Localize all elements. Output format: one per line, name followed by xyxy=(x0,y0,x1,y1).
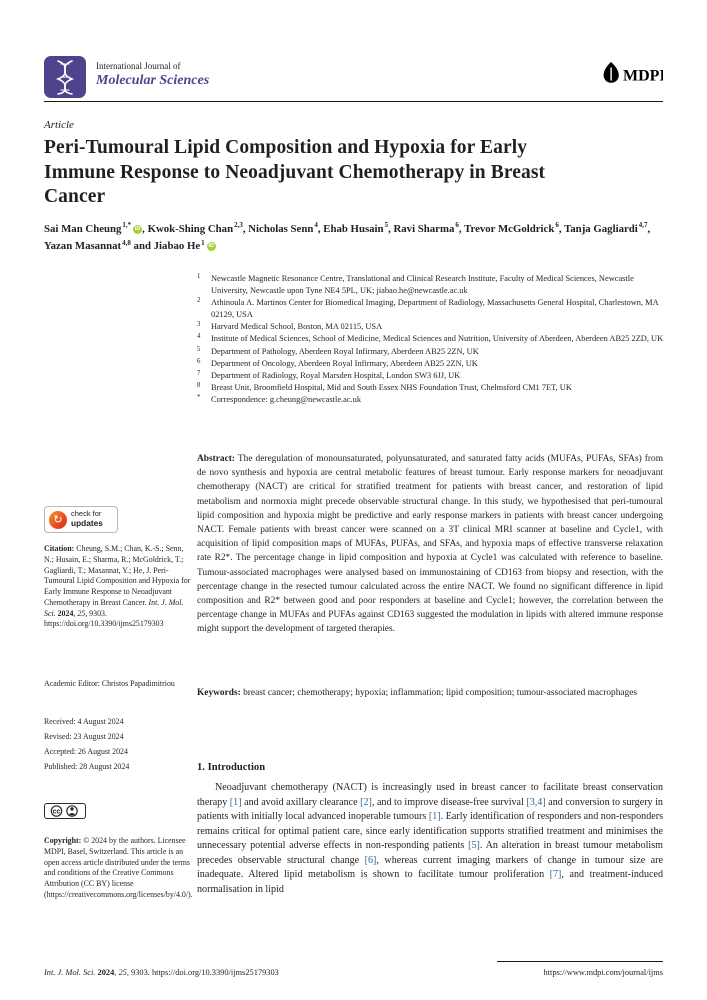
abstract-text: The deregulation of monounsaturated, polyunsaturated, and saturated fatty acids (MUFAs, PUFAs, SFAs) from de novo synthesis and hypoxia are central metabolic features of breast tumour. Early response markers for neoadjuvant chemotherapy (NACT) are critical for stratified treatment for patients with breast cancer, and restoration of lipid metabolism and normoxia might precede observable structural change. In this study, we hypothesised that peri-tumoural lipid composition and hypoxia might be predictive and early response markers in patients with breast cancer undergoing NACT. Female patients with breast cancer were scanned on a 3T clinical MRI scanner at baseline and Cycle1, with acquisition of lipid composition maps of MUFAs, PUFAs, and SFAs, and hypoxia maps of effective transverse relaxation rate R2*. The percentage change in lipid composition and hypoxia at Cycle1 was calculated with reference to baseline. Tumour-associated macrophages were analysed based on immunostaining of CD163 from biopsy and resection, with the percentage change in the resected tumour calculated across the entire NACT. We found no significant difference in lipid composition and R2* between good and poor responders at baseline and Cycle1; however, the correlation between the percentage change in MUFAs and PUFAs against CD163 suggested the modulation in lipids with altered immune response might support the development of targeted therapies. xyxy=(197,454,663,635)
affiliation-item xyxy=(197,273,665,297)
author-affiliation-sup: 4 xyxy=(314,221,318,229)
citation-text: Cheung, S.M.; Chan, K.-S.; Senn, N.; Husain, E.; Sharma, R.; McGoldrick, T.; Gagliardi, T.; Masannat, Y.; He, J. Peri-Tumoural Lipid Composition and Hypoxia for Early Immune Response to Neoadjuvant Chemotherapy in Breast Cancer. xyxy=(44,544,191,607)
intro-heading: 1. Introduction xyxy=(197,762,266,773)
journal-title: Molecular Sciences xyxy=(96,73,210,89)
affiliation-item xyxy=(197,382,665,394)
revised-date: Revised: 23 August 2024 xyxy=(44,732,124,742)
citation-ref[interactable]: [5] xyxy=(468,840,480,852)
affiliation-item xyxy=(197,321,665,333)
footer-rule xyxy=(497,961,663,962)
affiliation-number: 1 xyxy=(197,273,201,280)
author-separator: , xyxy=(647,222,651,235)
author-affiliation-sup: 5 xyxy=(384,221,389,229)
citation-ref[interactable]: [2] xyxy=(360,796,372,808)
author-separator: , xyxy=(242,222,249,235)
published-date: Published: 28 August 2024 xyxy=(44,762,130,772)
citation-year: 2024 xyxy=(57,608,74,618)
affiliation-item xyxy=(197,297,665,321)
intro-paragraph: Neoadjuvant chemotherapy (NACT) is increasingly used in breast cancer to facilitate breast conservation therapy [1] and avoid axillary clearance [2], and to improve disease-free survival [3,4] and conversion to surgery in patients with initially local advanced inoperable tumours [1]. Early identification of responders and non-responders remains critical for optimal patient care, since early identification supports stratified treatment and minimises the unnecessary potential adverse effects in non-responding patients [5]. An alteration in breast tumour metabolism precedes observable structural change [6], whereas current imaging markers of change in tumour size are inadequate. Altered lipid metabolism is shown to facilitate tumour proliferation [7], and treatment-induced normalisation in lipid xyxy=(197,782,664,895)
updates-line: updates xyxy=(71,518,103,529)
affiliation-number: 5 xyxy=(197,345,201,353)
footer-citation xyxy=(44,968,279,977)
author-affiliation-sup: 1,* xyxy=(122,221,132,229)
dna-helix-icon xyxy=(44,56,86,98)
abstract xyxy=(197,452,663,637)
affiliation-text: Department of Radiology, Royal Marsden Hospital, London SW3 6JJ, UK xyxy=(211,370,461,380)
affiliation-number: 3 xyxy=(197,321,201,329)
cc-by-license-badge[interactable] xyxy=(44,803,86,824)
author-name: Ehab Husain xyxy=(323,222,384,235)
citation-ref[interactable]: [1] xyxy=(229,796,242,808)
author-affiliation-sup: 4,7 xyxy=(638,221,648,229)
author-name: Trevor McGoldrick xyxy=(464,222,555,235)
article-type-label: Article xyxy=(44,119,74,131)
footer-volume: 25 xyxy=(118,968,127,977)
affiliation-item xyxy=(197,394,665,406)
ijms-journal-logo xyxy=(44,56,86,98)
author-affiliation-sup: 6 xyxy=(555,221,559,229)
affiliations-list xyxy=(197,273,665,406)
cc-by-icon xyxy=(44,803,86,819)
authors-line xyxy=(44,220,664,255)
keywords xyxy=(197,686,663,700)
citation-ref[interactable]: [6] xyxy=(364,854,377,866)
affiliation-item xyxy=(197,358,665,370)
mdpi-logo[interactable] xyxy=(601,60,663,93)
history-dates xyxy=(44,714,191,774)
author-separator: , xyxy=(388,222,394,235)
footer-doi-link[interactable]: https://doi.org/10.3390/ijms25179303 xyxy=(151,968,279,977)
journal-title-small: International Journal of xyxy=(96,61,181,71)
citation-volume: 25 xyxy=(77,608,86,618)
author-name: Nicholas Senn xyxy=(248,222,314,235)
affiliation-text: Newcastle Magnetic Resonance Centre, Translational and Clinical Research Institute, Faculty of Medical Sciences, Newcastle University, Newcastle upon Tyne NE4 5PL, UK; jiabao.he@newcastle.ac.uk xyxy=(211,274,634,296)
author-separator: , xyxy=(558,222,565,235)
author-name: Sai Man Cheung xyxy=(44,222,122,235)
affiliation-item xyxy=(197,346,665,358)
academic-editor: Academic Editor: Christos Papadimitriou xyxy=(44,679,175,688)
citation-journal: Int. J. Mol. Sci. xyxy=(44,597,184,618)
affiliation-number: * xyxy=(197,393,201,401)
author-separator: , xyxy=(317,222,324,235)
author-name: Tanja Gagliardi xyxy=(564,222,638,235)
citation-block xyxy=(44,544,191,630)
page-title: Peri-Tumoural Lipid Composition and Hypoxia for Early Immune Response to Neoadjuvant Chemotherapy in Breast Cancer xyxy=(44,137,546,208)
abstract-label: Abstract: xyxy=(197,454,236,464)
author-separator: , xyxy=(142,222,148,235)
check-for-line: check for xyxy=(71,509,102,519)
journal-title-block xyxy=(96,61,209,89)
citation-sep: , xyxy=(73,608,78,618)
copyright-text: © 2024 by the authors. Licensee MDPI, Basel, Switzerland. This article is an open access article distributed under the terms and conditions of the Creative Commons Attribution (CC BY) license (https://creativecommons.org/licenses/by/4.0/). xyxy=(44,836,193,899)
citation-pages: , 9303. xyxy=(85,608,107,618)
citation-ref[interactable]: [7] xyxy=(549,869,562,881)
copyright-label: Copyright: xyxy=(44,836,82,845)
author-affiliation-sup: 1 xyxy=(201,238,205,247)
author-name: Jiabao He xyxy=(153,240,201,253)
affiliation-number: 4 xyxy=(197,333,201,341)
affiliation-text: Harvard Medical School, Boston, MA 02115, USA xyxy=(211,322,383,332)
footer-journal-url[interactable]: https://www.mdpi.com/journal/ijms xyxy=(543,968,663,977)
affiliation-text: Institute of Medical Sciences, School of Medicine, Medical Sciences and Nutrition, University of Aberdeen, Aberdeen AB25 2ZD, UK xyxy=(211,334,664,344)
author-affiliation-sup: 6 xyxy=(455,221,459,229)
affiliation-text: Department of Pathology, Aberdeen Royal Infirmary, Aberdeen AB25 2ZN, UK xyxy=(211,346,479,356)
author-name: Yazan Masannat xyxy=(44,240,122,253)
affiliation-number: 2 xyxy=(197,297,201,305)
affiliation-number: 7 xyxy=(197,369,201,377)
footer-pages: , 9303. xyxy=(126,968,152,977)
keywords-text: breast cancer; chemotherapy; hypoxia; inflammation; lipid composition; tumour-associated macrophages xyxy=(243,688,638,698)
author-affiliation-sup: 2,3 xyxy=(234,221,243,229)
orcid-icon[interactable]: iD xyxy=(208,243,214,250)
citation-doi-link[interactable]: https://doi.org/10.3390/ijms25179303 xyxy=(44,619,164,629)
affiliation-text: Correspondence: g.cheung@newcastle.ac.uk xyxy=(211,394,362,404)
citation-ref[interactable]: [1] xyxy=(428,811,441,823)
affiliation-text: Athinoula A. Martinos Center for Biomedical Imaging, Department of Radiology, Massachusetts General Hospital, Charlestown, MA 02129, USA xyxy=(211,298,659,320)
author-name: Kwok-Shing Chan xyxy=(147,222,234,235)
accepted-date: Accepted: 26 August 2024 xyxy=(44,747,128,757)
footer-journal: Int. J. Mol. Sci. xyxy=(44,968,96,977)
received-date: Received: 4 August 2024 xyxy=(44,717,124,726)
copyright-block xyxy=(44,836,191,901)
crossmark-icon: ↻ xyxy=(49,511,67,529)
check-for-updates-badge[interactable] xyxy=(44,506,118,533)
affiliation-number: 8 xyxy=(197,381,201,389)
svg-text:cc: cc xyxy=(52,808,61,816)
author-separator: and xyxy=(130,240,154,253)
affiliation-text: Department of Oncology, Aberdeen Royal Infirmary, Aberdeen AB25 2ZN, UK xyxy=(211,358,478,368)
affiliation-item xyxy=(197,370,665,382)
citation-label: Citation: xyxy=(44,544,75,553)
orcid-icon[interactable]: iD xyxy=(134,225,141,232)
keywords-label: Keywords: xyxy=(197,688,241,698)
affiliation-number: 6 xyxy=(197,357,201,365)
check-for-updates-label xyxy=(71,510,103,528)
author-name: Ravi Sharma xyxy=(393,222,455,235)
header-rule xyxy=(44,101,663,102)
author-separator: , xyxy=(458,222,465,235)
author-affiliation-sup: 4,8 xyxy=(122,238,131,247)
footer-year: 2024 xyxy=(97,968,115,977)
svg-text:MDPI: MDPI xyxy=(623,67,663,85)
footer-sep: , xyxy=(114,968,119,977)
citation-ref[interactable]: [3,4] xyxy=(526,796,546,808)
affiliation-text: Breast Unit, Broomfield Hospital, Mid and South Essex NHS Foundation Trust, Chelmsford CM1 7ET, UK xyxy=(211,382,572,392)
affiliation-item xyxy=(197,333,665,345)
